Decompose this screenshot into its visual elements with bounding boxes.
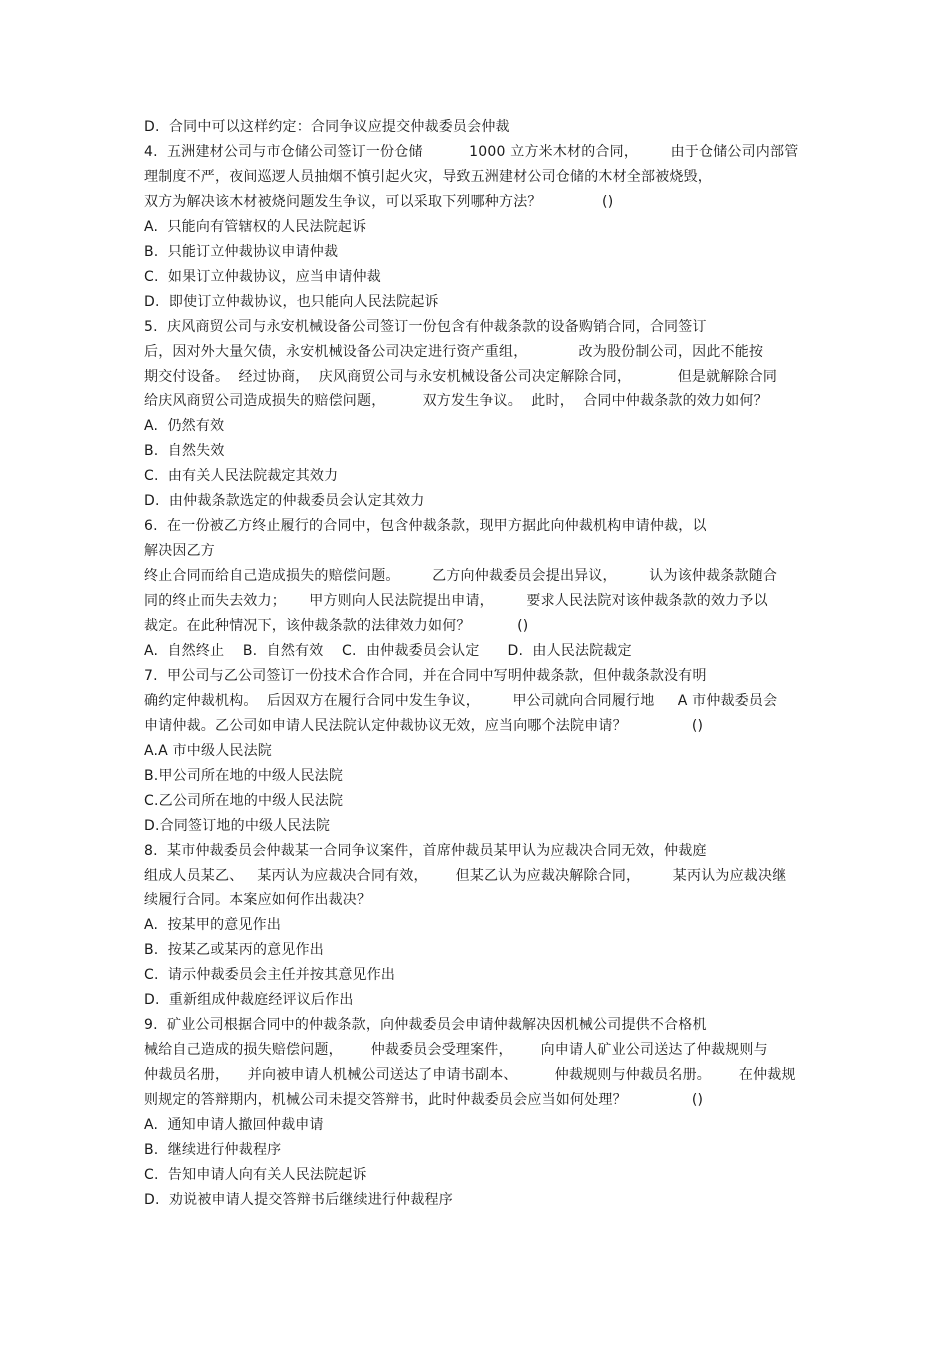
text-line: D. 劝说被申请人提交答辩书后继续进行仲裁程序: [144, 1192, 453, 1208]
text-line: 4. 五洲建材公司与市仓储公司签订一份仓储 1000 立方米木材的合同， 由于仓储公司内部管: [144, 144, 799, 160]
text-line: 组成人员某乙、 某丙认为应裁决合同有效， 但某乙认为应裁决解除合同， 某丙认为应裁决继: [144, 868, 787, 884]
text-line: 则规定的答辩期内，机械公司未提交答辩书，此时仲裁委员会应当如何处理？ (): [144, 1092, 704, 1108]
text-line: 8. 某市仲裁委员会仲裁某一合同争议案件，首席仲裁员某甲认为应裁决合同无效，仲裁庭: [144, 843, 707, 859]
text-line: D. 重新组成仲裁庭经评议后作出: [144, 992, 354, 1008]
text-line: 给庆风商贸公司造成损失的赔偿问题， 双方发生争议。 此时， 合同中仲裁条款的效力如何？: [144, 393, 768, 409]
text-line: 续履行合同。本案应如何作出裁决？: [144, 892, 372, 908]
text-line: B. 按某乙或某丙的意见作出: [144, 942, 324, 958]
text-line: 同的终止而失去效力； 甲方则向人民法院提出申请， 要求人民法院对该仲裁条款的效力予以: [144, 593, 768, 609]
text-line: A. 仍然有效: [144, 418, 225, 434]
text-line: 确约定仲裁机构。 后因双方在履行合同中发生争议， 甲公司就向合同履行地 A 市仲裁委员会: [144, 693, 778, 709]
text-line: C. 请示仲裁委员会主任并按其意见作出: [144, 967, 396, 983]
text-line: 仲裁员名册， 并向被申请人机械公司送达了申请书副本、 仲裁规则与仲裁员名册。 在仲裁规: [144, 1067, 796, 1083]
text-line: C. 由有关人民法院裁定其效力: [144, 468, 339, 484]
text-line: D.合同签订地的中级人民法院: [144, 818, 331, 834]
text-line: B. 自然失效: [144, 443, 225, 459]
text-line: C. 如果订立仲裁协议，应当申请仲裁: [144, 269, 381, 285]
text-line: A. 通知申请人撤回仲裁申请: [144, 1117, 324, 1133]
text-line: B. 继续进行仲裁程序: [144, 1142, 282, 1158]
text-line: 后，因对外大量欠债，永安机械设备公司决定进行资产重组， 改为股份制公司，因此不能按: [144, 344, 764, 360]
text-line: C.乙公司所在地的中级人民法院: [144, 793, 344, 809]
text-line: 终止合同而给自己造成损失的赔偿问题。 乙方向仲裁委员会提出异议， 认为该仲裁条款随合: [144, 568, 778, 584]
text-line: A. 按某甲的意见作出: [144, 917, 282, 933]
text-line: 裁定。在此种情况下，该仲裁条款的法律效力如何？ (): [144, 618, 529, 634]
text-line: 5. 庆风商贸公司与永安机械设备公司签订一份包含有仲裁条款的设备购销合同，合同签订: [144, 319, 707, 335]
text-line: 7. 甲公司与乙公司签订一份技术合作合同，并在合同中写明仲裁条款，但仲裁条款没有明: [144, 668, 707, 684]
text-line: D. 合同中可以这样约定：合同争议应提交仲裁委员会仲裁: [144, 119, 510, 135]
text-line: D. 即使订立仲裁协议，也只能向人民法院起诉: [144, 294, 439, 310]
text-line: 解决因乙方: [144, 543, 215, 559]
text-line: B. 只能订立仲裁协议申请仲裁: [144, 244, 339, 260]
text-line: 双方为解决该木材被烧问题发生争议，可以采取下列哪种方法？ (): [144, 194, 614, 210]
text-line: B.甲公司所在地的中级人民法院: [144, 768, 344, 784]
text-line: 6. 在一份被乙方终止履行的合同中，包含仲裁条款，现甲方据此向仲裁机构申请仲裁，以: [144, 518, 707, 534]
text-line: 械给自己造成的损失赔偿问题， 仲裁委员会受理案件， 向申请人矿业公司送达了仲裁规则与: [144, 1042, 768, 1058]
text-line: A. 自然终止 B. 自然有效 C. 由仲裁委员会认定 D. 由人民法院裁定: [144, 643, 632, 659]
text-line: 9. 矿业公司根据合同中的仲裁条款，向仲裁委员会申请仲裁解决因机械公司提供不合格机: [144, 1017, 707, 1033]
text-line: 申请仲裁。乙公司如申请人民法院认定仲裁协议无效，应当向哪个法院申请？ (): [144, 718, 704, 734]
text-line: D. 由仲裁条款选定的仲裁委员会认定其效力: [144, 493, 425, 509]
text-line: A. 只能向有管辖权的人民法院起诉: [144, 219, 367, 235]
text-line: 期交付设备。 经过协商， 庆风商贸公司与永安机械设备公司决定解除合同， 但是就解除合同: [144, 369, 778, 385]
text-line: C. 告知申请人向有关人民法院起诉: [144, 1167, 367, 1183]
text-line: 理制度不严，夜间巡逻人员抽烟不慎引起火灾，导致五洲建材公司仓储的木材全部被烧毁，: [144, 169, 712, 185]
text-line: A.A 市中级人民法院: [144, 743, 273, 759]
